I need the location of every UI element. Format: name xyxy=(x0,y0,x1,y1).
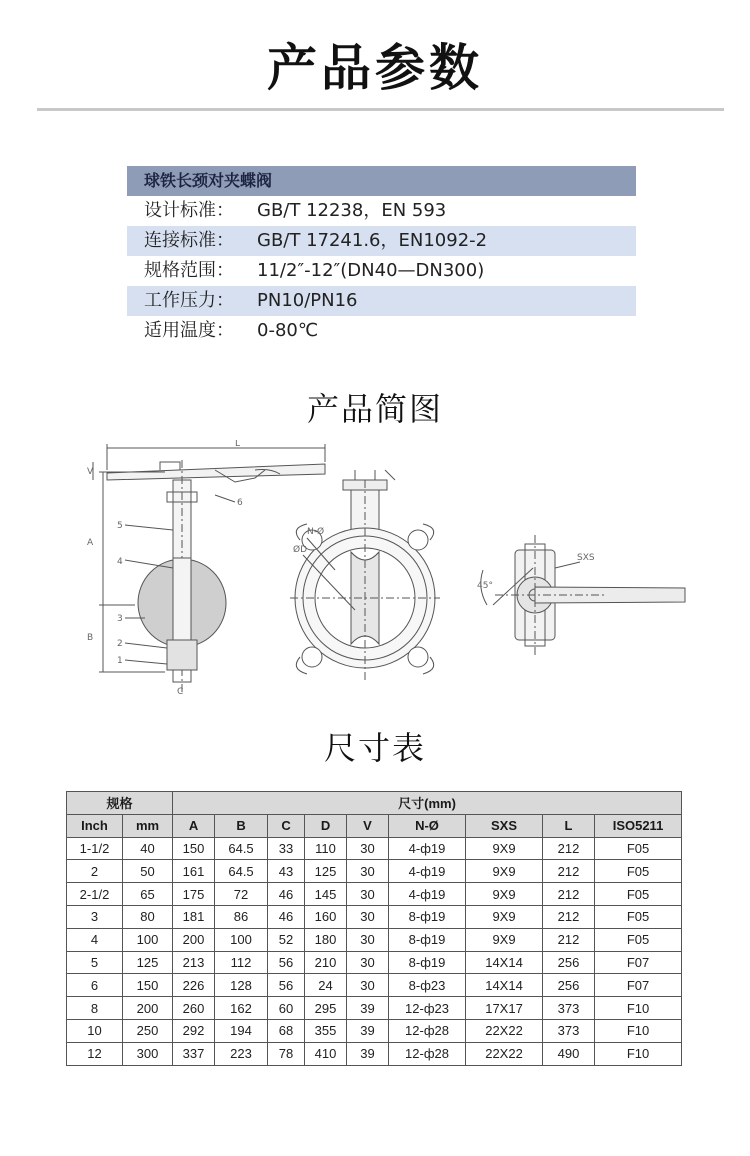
table-cell: F05 xyxy=(595,837,682,860)
param-value: GB/T 17241.6，EN1092-2 xyxy=(257,230,488,251)
spec-group-header: 规格 xyxy=(67,792,173,815)
param-label: 工作压力： xyxy=(144,290,234,311)
label-angle: 45° xyxy=(477,581,493,591)
param-row-design-standard xyxy=(127,196,636,226)
table-cell: 200 xyxy=(123,997,173,1020)
table-row xyxy=(67,837,682,860)
table-cell: 2-1/2 xyxy=(67,883,123,906)
col-header-b: B xyxy=(215,814,268,837)
table-cell: 50 xyxy=(123,860,173,883)
table-cell: F10 xyxy=(595,997,682,1020)
page-title: 产品参数 xyxy=(267,39,483,97)
table-cell: 1-1/2 xyxy=(67,837,123,860)
label-l: L xyxy=(235,440,241,449)
table-cell: 223 xyxy=(215,1042,268,1065)
table-cell: 80 xyxy=(123,905,173,928)
table-cell: 181 xyxy=(173,905,215,928)
label-part-6: 6 xyxy=(237,498,243,508)
table-cell: 3 xyxy=(67,905,123,928)
table-cell: 100 xyxy=(215,928,268,951)
table-cell: 292 xyxy=(173,1019,215,1042)
table-cell: 4-ф19 xyxy=(389,860,466,883)
table-cell: 64.5 xyxy=(215,860,268,883)
table-cell: 8-ф19 xyxy=(389,905,466,928)
table-cell: 8-ф23 xyxy=(389,974,466,997)
table-cell: 200 xyxy=(173,928,215,951)
table-cell: 145 xyxy=(305,883,347,906)
table-cell: F10 xyxy=(595,1019,682,1042)
table-cell: 194 xyxy=(215,1019,268,1042)
table-cell: 9X9 xyxy=(466,860,543,883)
table-cell: 212 xyxy=(543,837,595,860)
param-label: 规格范围： xyxy=(144,260,234,281)
col-header-c: C xyxy=(268,814,305,837)
table-title: 尺寸表 xyxy=(323,729,426,767)
table-cell: 260 xyxy=(173,997,215,1020)
table-cell: F07 xyxy=(595,974,682,997)
col-header-n-phi: N-Ø xyxy=(389,814,466,837)
table-cell: F05 xyxy=(595,928,682,951)
table-cell: 180 xyxy=(305,928,347,951)
side-view xyxy=(93,444,325,695)
col-header-iso5211: ISO5211 xyxy=(595,814,682,837)
table-cell: 212 xyxy=(543,860,595,883)
table-row xyxy=(67,928,682,951)
table-cell: 213 xyxy=(173,951,215,974)
table-cell: 46 xyxy=(268,883,305,906)
param-row-connection-standard xyxy=(127,226,636,256)
table-row xyxy=(67,951,682,974)
table-cell: 12 xyxy=(67,1042,123,1065)
label-b: B xyxy=(87,633,94,643)
table-cell: 14X14 xyxy=(466,951,543,974)
table-cell: 39 xyxy=(347,997,389,1020)
table-cell: 12-ф28 xyxy=(389,1042,466,1065)
table-cell: 60 xyxy=(268,997,305,1020)
table-cell: 12-ф23 xyxy=(389,997,466,1020)
table-cell: 8-ф19 xyxy=(389,951,466,974)
param-value: 0-80℃ xyxy=(257,320,319,341)
table-cell: F05 xyxy=(595,883,682,906)
label-phi-d: ØD xyxy=(293,545,308,555)
table-cell: 72 xyxy=(215,883,268,906)
table-cell: 373 xyxy=(543,1019,595,1042)
table-cell: F05 xyxy=(595,905,682,928)
col-header-v: V xyxy=(347,814,389,837)
table-cell: 30 xyxy=(347,905,389,928)
table-cell: 226 xyxy=(173,974,215,997)
table-cell: 9X9 xyxy=(466,905,543,928)
table-cell: 490 xyxy=(543,1042,595,1065)
table-cell: 40 xyxy=(123,837,173,860)
table-cell: 5 xyxy=(67,951,123,974)
table-cell: 256 xyxy=(543,974,595,997)
table-cell: 150 xyxy=(123,974,173,997)
table-cell: 86 xyxy=(215,905,268,928)
table-cell: 30 xyxy=(347,951,389,974)
table-cell: 9X9 xyxy=(466,928,543,951)
table-cell: 39 xyxy=(347,1042,389,1065)
table-cell: 33 xyxy=(268,837,305,860)
param-panel xyxy=(127,166,636,346)
param-label: 适用温度： xyxy=(144,320,234,341)
label-part-2: 2 xyxy=(117,639,123,649)
label-a: A xyxy=(87,538,94,548)
table-cell: 10 xyxy=(67,1019,123,1042)
table-cell: 210 xyxy=(305,951,347,974)
table-cell: 110 xyxy=(305,837,347,860)
table-cell: 68 xyxy=(268,1019,305,1042)
table-row xyxy=(67,974,682,997)
table-cell: 8-ф19 xyxy=(389,928,466,951)
table-column-header-row xyxy=(67,814,682,837)
table-cell: 128 xyxy=(215,974,268,997)
table-cell: 212 xyxy=(543,928,595,951)
table-cell: 4-ф19 xyxy=(389,883,466,906)
table-cell: 12-ф28 xyxy=(389,1019,466,1042)
table-cell: 250 xyxy=(123,1019,173,1042)
dimension-table xyxy=(66,791,682,1066)
table-row xyxy=(67,1019,682,1042)
label-n-phi: N-Ø xyxy=(307,527,325,537)
col-header-mm: mm xyxy=(123,814,173,837)
table-cell: 162 xyxy=(215,997,268,1020)
table-cell: 175 xyxy=(173,883,215,906)
table-cell: 30 xyxy=(347,974,389,997)
table-cell: 78 xyxy=(268,1042,305,1065)
table-body xyxy=(67,837,682,1065)
product-drawing xyxy=(85,440,695,700)
table-cell: 337 xyxy=(173,1042,215,1065)
param-row-working-pressure xyxy=(127,286,636,316)
table-row xyxy=(67,997,682,1020)
front-view xyxy=(290,470,440,680)
table-cell: 9X9 xyxy=(466,837,543,860)
table-cell: 4-ф19 xyxy=(389,837,466,860)
table-cell: 150 xyxy=(173,837,215,860)
label-v: V xyxy=(87,467,94,477)
table-cell: 24 xyxy=(305,974,347,997)
title-divider xyxy=(37,108,724,111)
table-cell: 355 xyxy=(305,1019,347,1042)
label-part-5: 5 xyxy=(117,521,123,531)
label-sxs: SXS xyxy=(577,553,595,563)
table-cell: 22X22 xyxy=(466,1042,543,1065)
col-header-a: A xyxy=(173,814,215,837)
table-cell: 125 xyxy=(123,951,173,974)
table-cell: 9X9 xyxy=(466,883,543,906)
table-cell: 46 xyxy=(268,905,305,928)
table-cell: 295 xyxy=(305,997,347,1020)
table-cell: 14X14 xyxy=(466,974,543,997)
col-header-inch: Inch xyxy=(67,814,123,837)
table-cell: 30 xyxy=(347,837,389,860)
table-cell: 256 xyxy=(543,951,595,974)
table-cell: F07 xyxy=(595,951,682,974)
product-name: 球铁长颈对夹蝶阀 xyxy=(127,166,636,196)
label-part-1: 1 xyxy=(117,656,123,666)
table-group-header-row xyxy=(67,792,682,815)
col-header-d: D xyxy=(305,814,347,837)
label-c: C xyxy=(177,687,184,697)
table-cell: 2 xyxy=(67,860,123,883)
table-cell: 56 xyxy=(268,974,305,997)
table-row xyxy=(67,905,682,928)
table-cell: 39 xyxy=(347,1019,389,1042)
table-cell: 160 xyxy=(305,905,347,928)
table-cell: 212 xyxy=(543,905,595,928)
table-cell: 64.5 xyxy=(215,837,268,860)
table-cell: 161 xyxy=(173,860,215,883)
table-cell: 52 xyxy=(268,928,305,951)
table-row xyxy=(67,883,682,906)
table-cell: 212 xyxy=(543,883,595,906)
param-row-size-range xyxy=(127,256,636,286)
col-header-l: L xyxy=(543,814,595,837)
table-cell: F05 xyxy=(595,860,682,883)
table-cell: 43 xyxy=(268,860,305,883)
param-value: PN10/PN16 xyxy=(257,290,358,311)
table-row xyxy=(67,1042,682,1065)
dims-group-header: 尺寸(mm) xyxy=(173,792,682,815)
table-cell: 112 xyxy=(215,951,268,974)
table-cell: 22X22 xyxy=(466,1019,543,1042)
diagram-title: 产品简图 xyxy=(306,390,443,428)
param-label: 设计标准： xyxy=(144,200,234,221)
table-cell: 30 xyxy=(347,883,389,906)
param-label: 连接标准： xyxy=(144,230,234,251)
table-cell: 300 xyxy=(123,1042,173,1065)
table-cell: 125 xyxy=(305,860,347,883)
param-row-temperature xyxy=(127,316,636,346)
table-cell: 6 xyxy=(67,974,123,997)
table-cell: 373 xyxy=(543,997,595,1020)
col-header-sxs: SXS xyxy=(466,814,543,837)
label-part-3: 3 xyxy=(117,614,123,624)
table-cell: 100 xyxy=(123,928,173,951)
param-value: 11/2″-12″(DN40—DN300) xyxy=(257,260,485,281)
table-row xyxy=(67,860,682,883)
table-cell: 30 xyxy=(347,928,389,951)
table-cell: 8 xyxy=(67,997,123,1020)
table-cell: F10 xyxy=(595,1042,682,1065)
table-cell: 410 xyxy=(305,1042,347,1065)
table-cell: 4 xyxy=(67,928,123,951)
table-cell: 30 xyxy=(347,860,389,883)
table-cell: 65 xyxy=(123,883,173,906)
param-value: GB/T 12238，EN 593 xyxy=(257,200,447,221)
table-cell: 17X17 xyxy=(466,997,543,1020)
valve-technical-drawing xyxy=(85,440,695,700)
table-cell: 56 xyxy=(268,951,305,974)
label-part-4: 4 xyxy=(117,557,123,567)
